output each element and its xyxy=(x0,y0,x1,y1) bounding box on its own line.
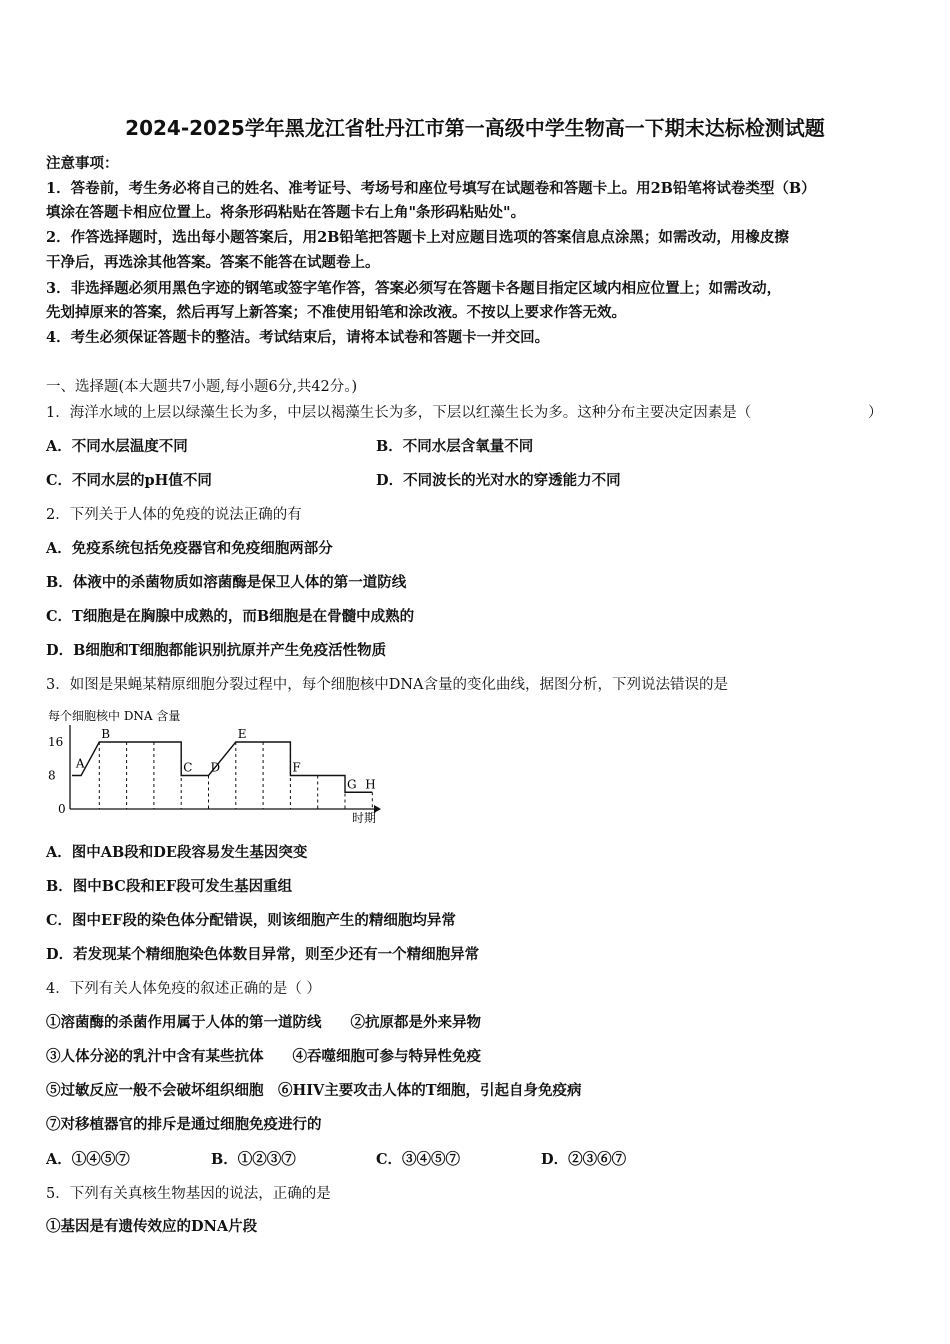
dna-content-chart xyxy=(44,705,384,827)
notice-line: 先划掉原来的答案，然后再写上新答案；不准使用铅笔和涂改液。不按以上要求作答无效。 xyxy=(46,304,626,321)
option-d: D．B细胞和T细胞都能识别抗原并产生免疫活性物质 xyxy=(46,642,387,659)
option-b: B．①②③⑦ xyxy=(211,1151,296,1168)
point-label: C xyxy=(183,760,193,775)
option-b: B．图中BC段和EF段可发生基因重组 xyxy=(46,878,293,895)
section-heading: 一、选择题(本大题共7小题,每小题6分,共42分。) xyxy=(46,379,358,395)
notice-line: 填涂在答题卡相应位置上。将条形码粘贴在答题卡右上角"条形码粘贴处"。 xyxy=(46,204,526,221)
option-a: A．①④⑤⑦ xyxy=(46,1151,130,1168)
notice-line: 1．答卷前，考生务必将自己的姓名、准考证号、考场号和座位号填写在试题卷和答题卡上。用2B铅笔将试卷类型（B） xyxy=(46,180,816,197)
notice-line: 4．考生必须保证答题卡的整洁。考试结束后，请将本试卷和答题卡一并交回。 xyxy=(46,329,550,346)
point-label: E xyxy=(237,727,247,741)
option-c: C．③④⑤⑦ xyxy=(376,1151,461,1168)
point-label: B xyxy=(101,727,111,741)
answer-paren: ） xyxy=(868,405,883,421)
statement-item: ⑦对移植器官的排斥是通过细胞免疫进行的 xyxy=(46,1116,322,1133)
y-tick-label: 8 xyxy=(48,768,56,783)
statement-item: ①基因是有遗传效应的DNA片段 xyxy=(46,1218,258,1235)
question-stem: 5．下列有关真核生物基因的说法，正确的是 xyxy=(46,1186,331,1202)
point-label: F xyxy=(292,760,301,775)
option-d: D．若发现某个精细胞染色体数目异常，则至少还有一个精细胞异常 xyxy=(46,946,480,963)
question-stem: 1．海洋水域的上层以绿藻生长为多，中层以褐藻生长为多，下层以红藻生长为多。这种分布主要决定因素是（ xyxy=(46,405,752,421)
question-stem: 3．如图是果蝇某精原细胞分裂过程中，每个细胞核中DNA含量的变化曲线，据图分析，下列说法错误的是 xyxy=(46,677,729,693)
y-tick-label: 0 xyxy=(58,802,66,816)
option-c: C．不同水层的pH值不同 xyxy=(46,472,212,489)
statement-item: ③人体分泌的乳汁中含有某些抗体 ④吞噬细胞可参与特异性免疫 xyxy=(46,1048,481,1065)
chart-xlabel: 时期 xyxy=(352,811,377,825)
notice-line: 3．非选择题必须用黑色字迹的钢笔或签字笔作答，答案必须写在答题卡各题目指定区域内相应位置上；如需改动， xyxy=(46,280,782,297)
notice-line: 2．作答选择题时，选出每小题答案后，用2B铅笔把答题卡上对应题目选项的答案信息点涂黑；如需改动，用橡皮擦 xyxy=(46,229,789,246)
y-tick-label: 16 xyxy=(48,735,64,749)
point-label: A xyxy=(75,756,85,771)
option-b: B．不同水层含氧量不同 xyxy=(376,438,534,455)
option-c: C．图中EF段的染色体分配错误，则该细胞产生的精细胞均异常 xyxy=(46,912,456,929)
notice-heading: 注意事项： xyxy=(46,155,119,172)
chart-ylabel: 每个细胞核中 DNA 含量 xyxy=(48,709,181,723)
question-stem: 4．下列有关人体免疫的叙述正确的是（ ） xyxy=(46,981,321,997)
question-stem: 2．下列关于人体的免疫的说法正确的有 xyxy=(46,507,302,523)
point-label: D xyxy=(210,760,221,775)
option-c: C．T细胞是在胸腺中成熟的，而B细胞是在骨髓中成熟的 xyxy=(46,608,415,625)
dna-curve xyxy=(72,742,372,792)
point-label: H xyxy=(365,777,376,792)
statement-item: ①溶菌酶的杀菌作用属于人体的第一道防线 ②抗原都是外来异物 xyxy=(46,1014,481,1031)
option-a: A．图中AB段和DE段容易发生基因突变 xyxy=(46,844,308,861)
option-a: A．免疫系统包括免疫器官和免疫细胞两部分 xyxy=(46,540,333,557)
statement-item: ⑤过敏反应一般不会破坏组织细胞 ⑥HIV主要攻击人体的T细胞，引起自身免疫病 xyxy=(46,1082,582,1099)
option-b: B．体液中的杀菌物质如溶菌酶是保卫人体的第一道防线 xyxy=(46,574,407,591)
option-d: D．不同波长的光对水的穿透能力不同 xyxy=(376,472,621,489)
page-title: 2024-2025学年黑龙江省牡丹江市第一高级中学生物高一下期末达标检测试题 xyxy=(125,116,825,140)
point-label: G xyxy=(347,777,357,792)
option-a: A．不同水层温度不同 xyxy=(46,438,188,455)
option-d: D．②③⑥⑦ xyxy=(541,1151,627,1168)
notice-line: 干净后，再选涂其他答案。答案不能答在试题卷上。 xyxy=(46,254,380,271)
